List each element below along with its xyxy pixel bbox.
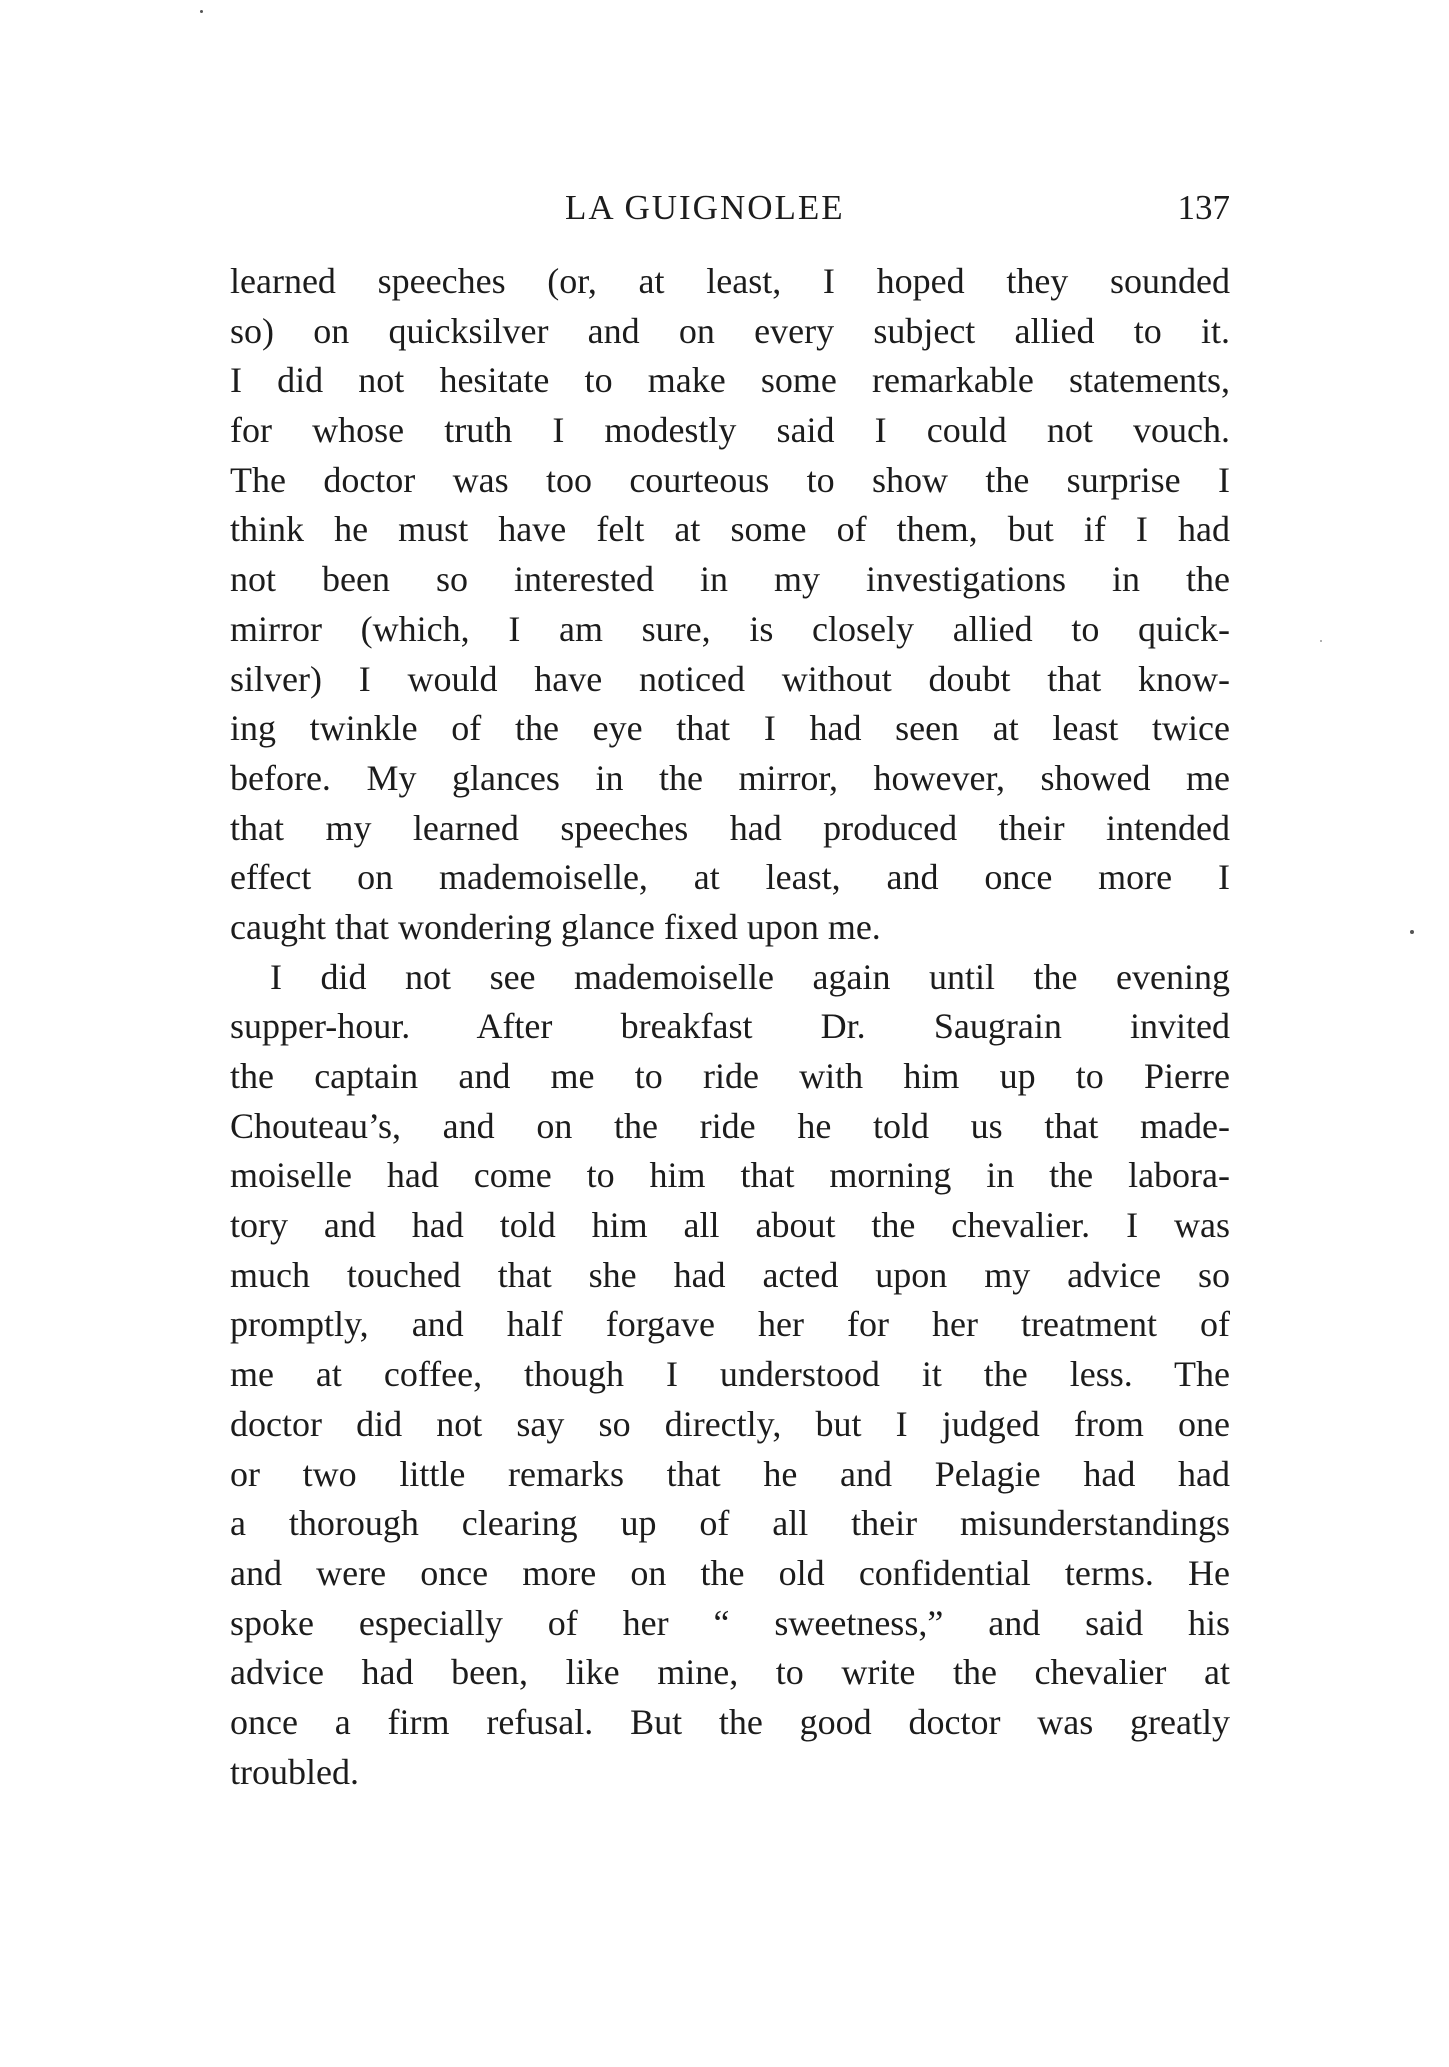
text-line: I did not hesitate to make some remarkable statements, — [230, 360, 1230, 401]
text-line: doctor did not say so directly, but I judged from one — [230, 1403, 1230, 1444]
text-line: that my learned speeches had produced their intended — [230, 807, 1230, 848]
text-line: or two little remarks that he and Pelagie had had — [230, 1453, 1230, 1494]
text-line: The doctor was too courteous to show the surprise I — [230, 459, 1230, 500]
text-line: and were once more on the old confidential terms. He — [230, 1552, 1230, 1593]
running-header — [230, 183, 1230, 233]
scan-speck — [1320, 640, 1322, 642]
text-line: effect on mademoiselle, at least, and once more I — [230, 857, 1230, 898]
scan-speck — [200, 10, 203, 13]
text-line: much touched that she had acted upon my advice so — [230, 1254, 1230, 1295]
text-line: troubled. — [230, 1751, 359, 1792]
text-line: a thorough clearing up of all their misunderstandings — [230, 1503, 1230, 1544]
text-line: caught that wondering glance fixed upon me. — [230, 906, 881, 947]
running-title: LA GUIGNOLEE — [565, 188, 845, 227]
text-line: silver) I would have noticed without doubt that know- — [230, 658, 1230, 699]
text-line: before. My glances in the mirror, however, showed me — [230, 757, 1230, 798]
body-text — [230, 257, 1230, 1797]
paragraph-2 — [230, 953, 1230, 1798]
text-line: advice had been, like mine, to write the chevalier at — [230, 1652, 1230, 1693]
text-line: moiselle had come to him that morning in the labora- — [230, 1155, 1230, 1196]
scan-speck — [1410, 930, 1414, 934]
text-line: learned speeches (or, at least, I hoped they sounded — [230, 261, 1230, 301]
text-line: promptly, and half forgave her for her treatment of — [230, 1304, 1230, 1345]
text-line: I did not see mademoiselle again until the evening — [270, 956, 1230, 997]
page-number: 137 — [1177, 188, 1230, 227]
text-line: spoke especially of her “ sweetness,” and said his — [230, 1602, 1230, 1643]
text-line: Chouteau’s, and on the ride he told us that made- — [230, 1105, 1230, 1146]
text-line: for whose truth I modestly said I could not vouch. — [230, 410, 1230, 451]
text-line: ing twinkle of the eye that I had seen at least twice — [230, 708, 1230, 749]
text-line: me at coffee, though I understood it the less. The — [230, 1354, 1230, 1395]
text-line: think he must have felt at some of them, but if I had — [230, 509, 1230, 550]
text-line: the captain and me to ride with him up to Pierre — [230, 1056, 1230, 1096]
paragraph-1 — [230, 257, 1230, 953]
text-line: supper-hour. After breakfast Dr. Saugrain invited — [230, 1006, 1230, 1047]
text-line: once a firm refusal. But the good doctor was greatly — [230, 1701, 1230, 1742]
text-line: not been so interested in my investigations in the — [230, 559, 1230, 600]
text-line: mirror (which, I am sure, is closely allied to quick- — [230, 608, 1230, 649]
text-line: so) on quicksilver and on every subject allied to it. — [230, 310, 1230, 351]
text-line: tory and had told him all about the chevalier. I was — [230, 1205, 1230, 1246]
